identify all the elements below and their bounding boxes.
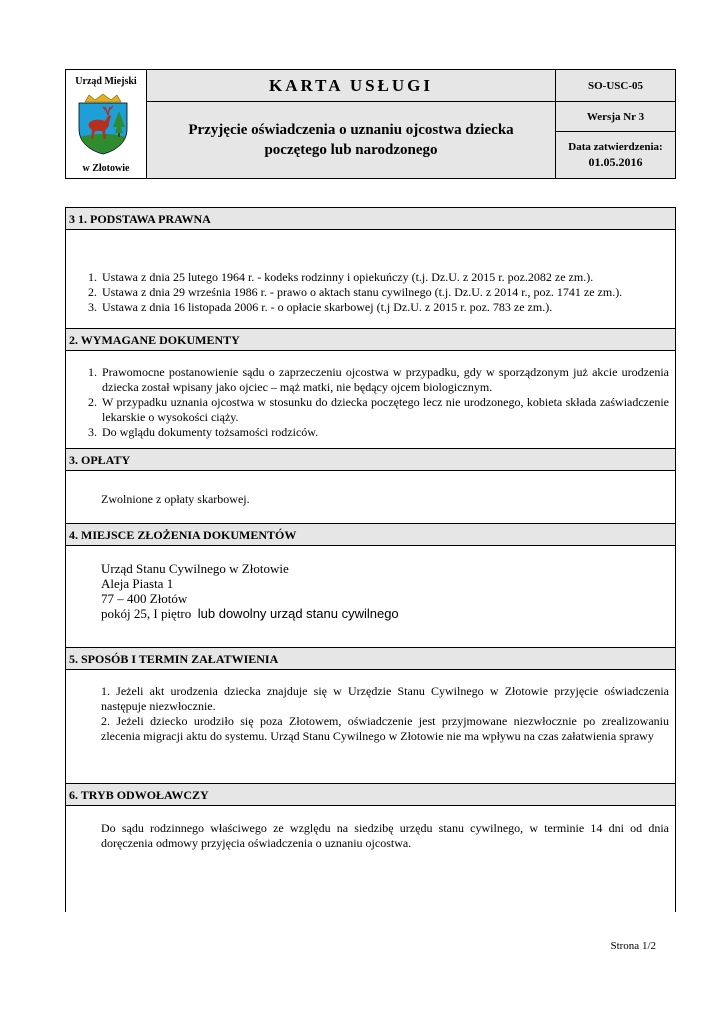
approval-date: 01.05.2016 xyxy=(588,155,643,169)
list-item: 2. W przypadku uznania ojcostwa w stosunku do dziecka poczętego lecz nie urodzonego, kobieta składa zaświadczenie lekarskie o wysokości ciąży. xyxy=(100,395,669,425)
section-processing-title: 5. SPOSÓB I TERMIN ZAŁATWIENIA xyxy=(66,648,675,670)
list-item: 1. Ustawa z dnia 25 lutego 1964 r. - kodeks rodzinny i opiekuńczy (t.j. Dz.U. z 2015 r. poz.2082 ze zm.). xyxy=(100,270,669,285)
processing-point-2: 2. Jeżeli dziecko urodziło się poza Złotowem, oświadczenie jest przyjmowane niezwłocznie po zrealizowaniu zlecenia migracji aktu do systemu. Urząd Stanu Cywilnego w Złotowie nie ma wpływu na czas załatwienia sprawy xyxy=(101,714,669,743)
section-processing xyxy=(66,670,675,784)
section-legal-basis-title: 3 1. PODSTAWA PRAWNA xyxy=(66,208,675,230)
street-address: Aleja Piasta 1 xyxy=(101,576,174,591)
required-documents-list xyxy=(66,365,675,440)
coat-of-arms-deer-icon xyxy=(75,93,131,155)
list-item: 2. Ustawa z dnia 29 września 1986 r. - prawo o aktach stanu cywilnego (t.j. Dz.U. z 2014 r., poz. 1741 ze zm.). xyxy=(100,285,669,300)
section-required-documents-title: 2. WYMAGANE DOKUMENTY xyxy=(66,329,675,351)
legal-basis-list xyxy=(66,270,675,315)
office-name: Urząd Stanu Cywilnego w Złotowie xyxy=(101,561,289,576)
section-legal-basis xyxy=(66,230,675,329)
room-number: pokój 25, I piętro xyxy=(101,606,192,621)
section-required-documents xyxy=(66,351,675,449)
section-fees-title: 3. OPŁATY xyxy=(66,449,675,471)
room-info xyxy=(101,606,669,621)
title-cell xyxy=(147,70,556,178)
processing-point-1: 1. Jeżeli akt urodzenia dziecka znajduje się w Urzędzie Stanu Cywilnego w Złotowie przyjęcie oświadczenia następuje niezwłocznie. xyxy=(101,684,669,713)
version-label: Wersja Nr 3 xyxy=(556,102,675,132)
service-card-body xyxy=(65,207,676,912)
office-name-top: Urząd Miejski xyxy=(75,76,137,87)
approval-info xyxy=(556,132,675,178)
section-fees xyxy=(66,471,675,524)
approval-label: Data zatwierdzenia: xyxy=(568,141,663,153)
document-code: SO-USC-05 xyxy=(556,70,675,102)
office-name-bottom: w Złotowie xyxy=(82,163,130,174)
office-cell xyxy=(66,70,147,178)
meta-cell xyxy=(556,70,675,178)
page-number: Strona 1/2 xyxy=(610,940,656,952)
card-title: KARTA USŁUGI xyxy=(147,70,555,102)
list-item: 3. Ustawa z dnia 16 listopada 2006 r. - o opłacie skarbowej (t.j Dz.U. z 2015 r. poz. 783 ze zm.). xyxy=(100,300,669,315)
section-appeal xyxy=(66,806,675,851)
section-submission-place-title: 4. MIEJSCE ZŁOŻENIA DOKUMENTÓW xyxy=(66,524,675,546)
service-title: Przyjęcie oświadczenia o uznaniu ojcostwa dziecka poczętego lub narodzonego xyxy=(147,102,555,178)
section-submission-place xyxy=(66,546,675,648)
section-appeal-title: 6. TRYB ODWOŁAWCZY xyxy=(66,784,675,806)
alternative-office: lub dowolny urząd stanu cywilnego xyxy=(197,606,399,621)
fees-text: Zwolnione z opłaty skarbowej. xyxy=(101,492,250,506)
list-item: 3. Do wglądu dokumenty tożsamości rodziców. xyxy=(100,425,669,440)
postal-code: 77 – 400 Złotów xyxy=(101,591,188,606)
appeal-text: Do sądu rodzinnego właściwego ze względu na siedzibę urzędu stanu cywilnego, w terminie 14 dni od dnia doręczenia odmowy przyjęcia oświadczenia o uznaniu ojcostwa. xyxy=(101,821,669,850)
address-block xyxy=(66,561,675,621)
header-table xyxy=(65,69,676,179)
list-item: 1. Prawomocne postanowienie sądu o zaprzeczeniu ojcostwa w przypadku, gdy w sporządzonym już akcie urodzenia dziecka został wpisany jako ojciec – mąż matki, nie będący ojcem biologicznym. xyxy=(100,365,669,395)
